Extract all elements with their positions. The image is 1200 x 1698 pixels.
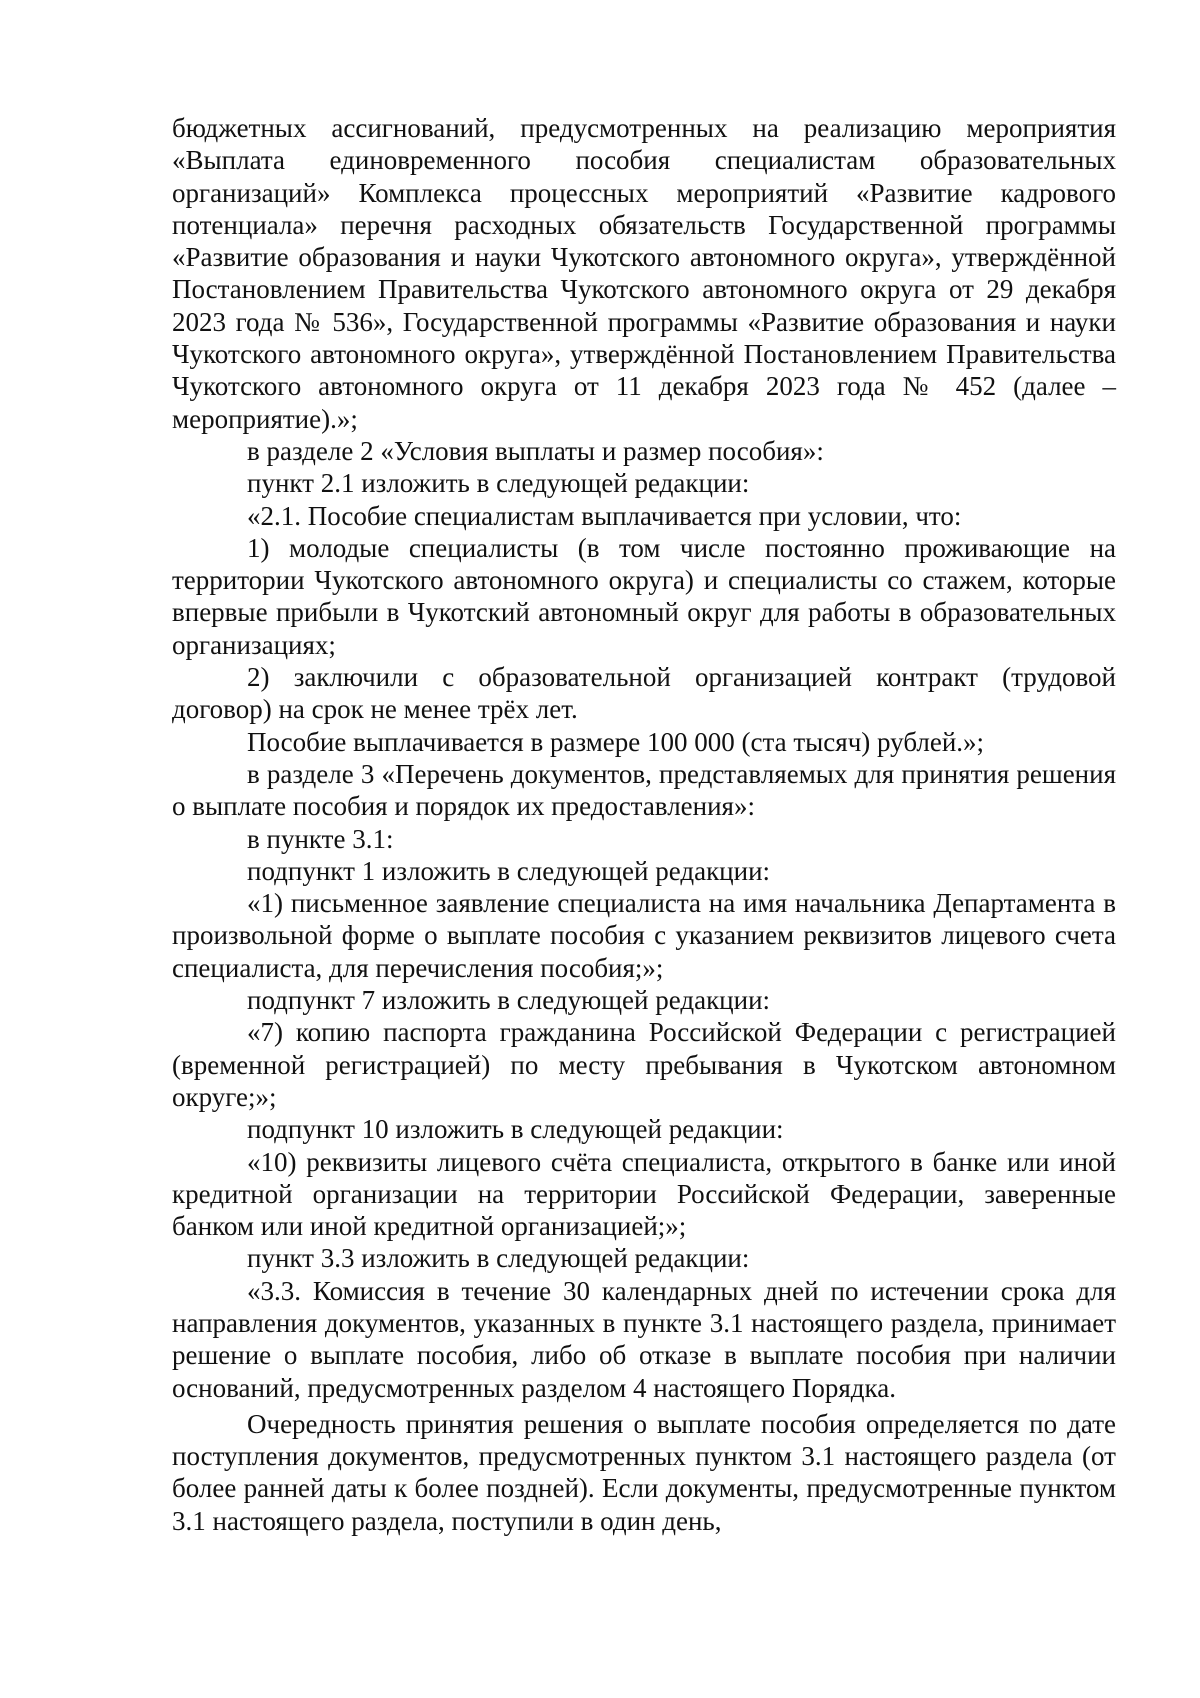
paragraph-allowance-amount: Пособие выплачивается в размере 100 000 (ста тысяч) рублей.»;	[247, 726, 985, 757]
paragraph-item-2-1-text: «2.1. Пособие специалистам выплачивается при условии, что:	[247, 500, 962, 531]
paragraph-subitem-1-instruction: подпункт 1 изложить в следующей редакции:	[247, 855, 771, 886]
paragraph-priority-order: Очередность принятия решения о выплате пособия определяется по дате поступления документов, предусмотренных пунктом 3.1 настоящего раздела (от более ранней даты к более поздней). Если документы, предусмотренные пунктом 3.1 настоящего раздела, поступили в один день,	[172, 1408, 1116, 1536]
paragraph-subitem-7-instruction: подпункт 7 изложить в следующей редакции:	[247, 985, 771, 1016]
paragraph-item-3-1: в пункте 3.1:	[247, 823, 394, 854]
paragraph-subitem-1-text: «1) письменное заявление специалиста на имя начальника Департамента в произвольной форме о выплате пособия с указанием реквизитов лицевого счета специалиста, для перечисления пособия;»;	[172, 888, 1116, 983]
paragraph-condition-2: 2) заключили с образовательной организацией контракт (трудовой договор) на срок не менее трёх лет.	[172, 662, 1116, 725]
paragraph-subitem-10-instruction: подпункт 10 изложить в следующей редакции:	[247, 1114, 784, 1145]
paragraph-subitem-7-text: «7) копию паспорта гражданина Российской Федерации с регистрацией (временной регистрацией) по месту пребывания в Чукотском автономном округе;»;	[172, 1017, 1116, 1112]
paragraph-item-3-3-text: «3.3. Комиссия в течение 30 календарных дней по истечении срока для направления документов, указанных в пункте 3.1 настоящего раздела, принимает решение о выплате пособия, либо об отказе в выплате пособия при наличии оснований, предусмотренных разделом 4 настоящего Порядка.	[172, 1275, 1116, 1403]
paragraph-budget-allocations: бюджетных ассигнований, предусмотренных на реализацию мероприятия «Выплата единовременного пособия специалистам образовательных организаций» Комплекса процессных мероприятий «Развитие кадрового потенциала» перечня расходных обязательств Государственной программы «Развитие образования и науки Чукотского автономного округа», утверждённой Постановлением Правительства Чукотского автономного округа от 29 декабря 2023 года № 536», Государственной программы «Развитие образования и науки Чукотского автономного округа», утверждённой Постановлением Правительства Чукотского автономного округа от 11 декабря 2023 года № 452 (далее – мероприятие).»;	[172, 113, 1116, 434]
paragraph-condition-1: 1) молодые специалисты (в том числе постоянно проживающие на территории Чукотского автономного округа) и специалисты со стажем, которые впервые прибыли в Чукотский автономный округ для работы в образовательных организациях;	[172, 532, 1116, 660]
document-page	[172, 112, 1116, 1537]
paragraph-subitem-10-text: «10) реквизиты лицевого счёта специалиста, открытого в банке или иной кредитной организации на территории Российской Федерации, заверенные банком или иной кредитной организацией;»;	[172, 1146, 1116, 1242]
paragraph-item-3-3-instruction: пункт 3.3 изложить в следующей редакции:	[247, 1243, 750, 1274]
paragraph-item-2-1-instruction: пункт 2.1 изложить в следующей редакции:	[247, 468, 750, 499]
paragraph-section-2-heading: в разделе 2 «Условия выплаты и размер пособия»:	[247, 435, 824, 466]
paragraph-section-3-heading: в разделе 3 «Перечень документов, представляемых для принятия решения о выплате пособия и порядок их предоставления»:	[172, 758, 1116, 822]
